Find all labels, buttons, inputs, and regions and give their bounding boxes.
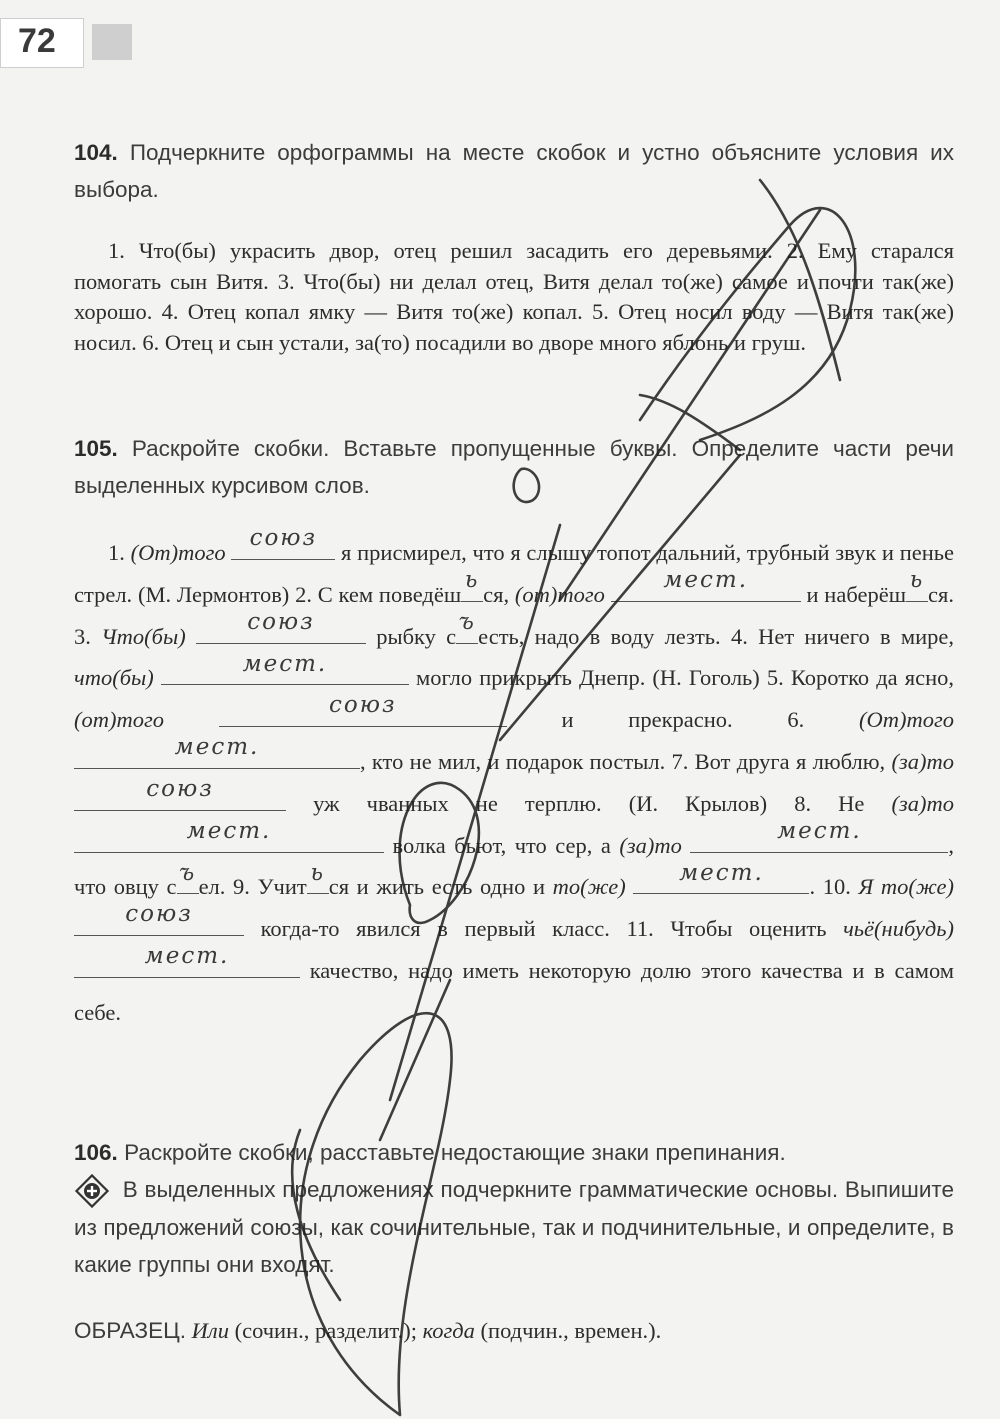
italic-word: (От)того bbox=[859, 707, 955, 733]
answer-blank[interactable] bbox=[74, 901, 244, 936]
task-106-number: 106. bbox=[74, 1140, 118, 1165]
text: есть, надо в воду лезть. 4. Нет ничего в мире, bbox=[478, 623, 955, 649]
handwritten-answer: мест. bbox=[174, 734, 260, 761]
italic-word: Я то(же) bbox=[858, 874, 955, 900]
task-104-number: 104. bbox=[74, 140, 118, 165]
task-106-instruction-b: В выделенных предложениях подчеркните грамматические основы. Выпишите из предложений союзы, как сочинительные, так и подчинительные, и определите, в какие группы они входят. bbox=[74, 1177, 954, 1278]
task-106-instruction-a: Раскройте скобки, расставьте недостающие знаки препинания. bbox=[124, 1140, 786, 1165]
handwritten-answer: союз bbox=[125, 901, 193, 928]
italic-word: (от)того bbox=[74, 707, 165, 733]
answer-blank[interactable] bbox=[74, 817, 384, 853]
handwritten-letter: ъ bbox=[178, 859, 197, 886]
task-104-instruction-text: Подчеркните орфограммы на месте скобок и устно объясните условия их выбора. bbox=[74, 140, 954, 202]
answer-blank[interactable] bbox=[219, 692, 507, 727]
task-105-text bbox=[74, 525, 955, 1034]
letter-blank[interactable] bbox=[456, 608, 478, 644]
sample-word-1: Или bbox=[191, 1318, 229, 1343]
text: я присмирел, что я слышу топот дальний, трубный звук и пенье стрел. (М. Лермонтов) 2. С кем поведёш bbox=[74, 540, 955, 607]
italic-word: (за)то bbox=[891, 790, 955, 816]
text: , кто не мил, и подарок постыл. 7. Вот друга я люблю, bbox=[360, 748, 886, 774]
handwritten-answer: мест. bbox=[679, 859, 764, 886]
answer-blank[interactable] bbox=[161, 650, 409, 685]
text: ся, bbox=[483, 581, 510, 607]
answer-blank[interactable] bbox=[74, 775, 286, 811]
handwritten-letter: ъ bbox=[458, 608, 476, 635]
italic-word: Что(бы) bbox=[101, 623, 186, 649]
italic-word: (от)того bbox=[514, 581, 605, 607]
plus-in-diamond-icon bbox=[74, 1173, 110, 1209]
handwritten-answer: мест. bbox=[242, 650, 328, 677]
page-number: 72 bbox=[18, 22, 56, 60]
handwritten-answer: мест. bbox=[777, 817, 862, 844]
italic-word: (за)то bbox=[619, 832, 682, 858]
task-105-number: 105. bbox=[74, 436, 118, 461]
sample-note-1: (сочин., разделит.); bbox=[234, 1318, 417, 1343]
handwritten-answer: союз bbox=[146, 775, 214, 802]
task-105-instruction bbox=[74, 430, 954, 504]
text: и наберёш bbox=[806, 581, 907, 607]
handwritten-answer: союз bbox=[329, 692, 397, 719]
text: ел. 9. Учит bbox=[198, 874, 307, 900]
task-105-instruction-text: Раскройте скобки. Вставьте пропущенные буквы. Определите части речи выделенных курсивом слов. bbox=[74, 436, 954, 498]
text: уж чванных не терплю. (И. Крылов) 8. Не bbox=[313, 790, 865, 816]
handwritten-answer: союз bbox=[249, 525, 318, 552]
text: 1. bbox=[108, 540, 125, 565]
handwritten-letter: ь bbox=[909, 567, 925, 593]
text: могло прикрыть Днепр. (Н. Гоголь) 5. Коротко да ясно, bbox=[416, 665, 955, 691]
italic-word: (От)того bbox=[130, 540, 226, 565]
text: . 10. bbox=[809, 874, 851, 900]
task-106-instruction bbox=[74, 1134, 954, 1283]
task-106-sample bbox=[74, 1312, 954, 1349]
text: рыбку с bbox=[376, 623, 457, 649]
text: ся. 3. bbox=[74, 581, 954, 649]
letter-blank[interactable] bbox=[307, 859, 329, 894]
text: ся и жить есть одно и bbox=[328, 874, 546, 900]
page-corner-tab bbox=[92, 24, 132, 60]
handwritten-letter: ь bbox=[310, 859, 325, 886]
answer-blank[interactable] bbox=[611, 567, 801, 602]
handwritten-answer: мест. bbox=[186, 817, 272, 844]
text: , что овцу с bbox=[74, 832, 955, 900]
answer-blank[interactable] bbox=[690, 817, 948, 853]
answer-blank[interactable] bbox=[74, 943, 300, 978]
handwritten-answer: союз bbox=[247, 608, 315, 635]
sample-note-2: (подчин., времен.). bbox=[480, 1318, 662, 1343]
answer-blank[interactable] bbox=[196, 608, 366, 644]
text: волка бьют, что сер, а bbox=[392, 832, 611, 858]
italic-word: (за)то bbox=[891, 748, 955, 774]
text: качество, надо иметь некоторую долю этого качества и в самом себе. bbox=[74, 957, 955, 1025]
letter-blank[interactable] bbox=[177, 859, 199, 894]
italic-word: что(бы) bbox=[74, 665, 154, 691]
letter-blank[interactable] bbox=[906, 567, 928, 602]
handwritten-letter: ь bbox=[464, 567, 480, 593]
sample-word-2: когда bbox=[422, 1318, 475, 1343]
task-104-instruction bbox=[74, 134, 954, 208]
task-105-paragraph bbox=[74, 525, 955, 1034]
handwritten-answer: мест. bbox=[663, 567, 749, 593]
task-104-paragraph: 1. Что(бы) украсить двор, отец решил засадить его деревьями. 2. Ему старался помогать сын Витя. 3. Что(бы) ни делал отец, Витя делал то(же) самое и почти так(же) хорошо. 4. Отец копал ямку — Витя то(же) копал. 5. Отец носил воду — Витя так(же) носил. 6. Отец и сын устали, за(то) посадили во дворе много яблонь и груш. bbox=[74, 238, 954, 355]
text: и прекрасно. 6. bbox=[561, 707, 805, 733]
sample-label: ОБРАЗЕЦ. bbox=[74, 1318, 187, 1343]
answer-blank[interactable] bbox=[231, 525, 335, 560]
letter-blank[interactable] bbox=[461, 567, 483, 602]
answer-blank[interactable] bbox=[74, 734, 360, 769]
handwritten-answer: мест. bbox=[144, 943, 230, 970]
task-104-text bbox=[74, 236, 954, 358]
answer-blank[interactable] bbox=[633, 859, 809, 894]
italic-word: чьё(нибудь) bbox=[843, 916, 954, 942]
text: когда-то явился в первый класс. 11. Чтобы оценить bbox=[260, 916, 827, 942]
italic-word: то(же) bbox=[552, 874, 626, 900]
